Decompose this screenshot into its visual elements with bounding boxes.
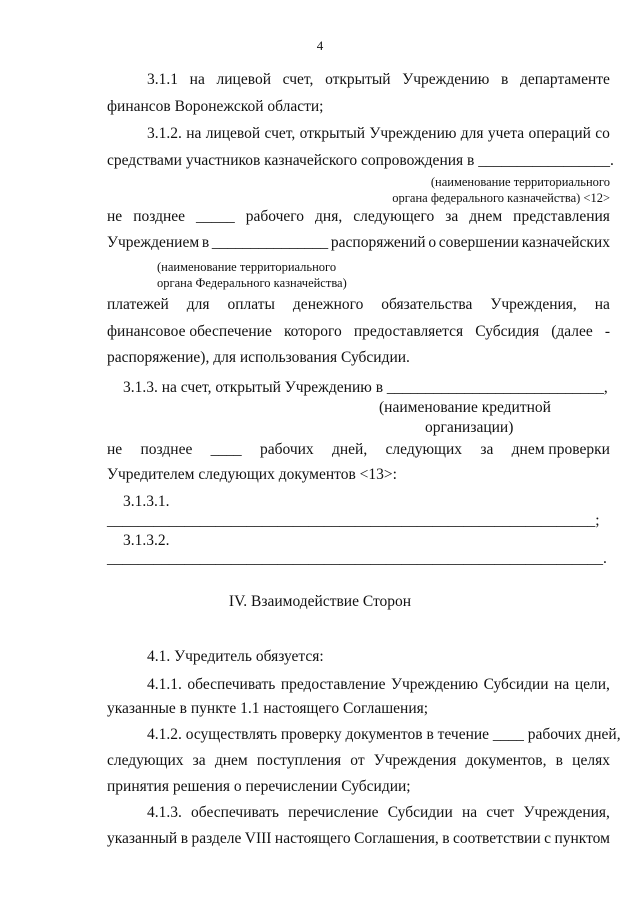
word: днем проверки <box>511 441 610 458</box>
clause-3-1-2-line-2: средствами участников казначейского сопровождения в _________________. <box>107 152 614 169</box>
word: финансовое обеспечение <box>107 323 272 340</box>
word: обеспечивать <box>187 676 276 693</box>
word: оплаты <box>227 296 275 313</box>
word: в <box>500 71 509 88</box>
word: 4.1.1. <box>147 676 182 693</box>
word: в <box>201 234 210 251</box>
clause-3-1-2-line-1 <box>147 124 610 144</box>
word: открытый <box>299 125 366 142</box>
word: на <box>186 125 202 142</box>
word: за <box>480 441 494 458</box>
word: счет, <box>264 125 296 142</box>
word: на <box>189 71 205 88</box>
word: предоставление <box>280 676 386 693</box>
clause-3-1-1-line-2: финансов Воронежской области; <box>107 98 324 115</box>
clause-3-1-2-line-6 <box>107 322 610 342</box>
subclause-3-1-3-1: 3.1.3.1. <box>123 493 170 510</box>
word: лицевой <box>216 71 271 88</box>
word: днем <box>469 208 503 225</box>
clause-3-1-3-line-3: Учредителем следующих документов <13>: <box>107 466 397 483</box>
clause-4-1-2-line-2 <box>107 751 610 771</box>
word: платежей <box>107 296 169 313</box>
word: целях <box>572 752 610 769</box>
word: счет, <box>282 71 314 88</box>
clause-3-1-1-line-1 <box>147 70 610 90</box>
word: 3.1.1 <box>147 71 178 88</box>
clause-3-1-2-line-3 <box>107 207 610 227</box>
subclause-3-1-3-1-blank: _______________________________________________________________; <box>107 512 600 529</box>
word: _______________ <box>211 234 329 251</box>
clause-4-1-1-line-1 <box>147 675 610 695</box>
word: разделе <box>191 830 242 847</box>
word: на <box>461 804 478 821</box>
word: совершении <box>438 234 519 251</box>
clause-3-1-2-line-4 <box>107 233 610 253</box>
word: лицевой <box>205 125 261 142</box>
word: представления <box>513 208 610 225</box>
clause-3-1-2-line-5 <box>107 295 610 315</box>
clause-3-1-2-line-7: распоряжение), для использования Субсидии. <box>107 349 410 366</box>
clause-4-1-2-line-1: 4.1.2. осуществлять проверку документов в течение ____ рабочих дней, <box>147 726 621 743</box>
treasury-note-line-1: (наименование территориального <box>430 175 610 189</box>
word: за <box>445 208 459 225</box>
word: _____ <box>196 208 235 225</box>
clause-3-1-3-line-1: 3.1.3. на счет, открытый Учреждению в ____________________________, <box>123 379 608 396</box>
word: Учреждению <box>402 71 490 88</box>
word: дня, <box>315 208 343 225</box>
word: VIII <box>244 830 272 847</box>
word: Учреждению <box>391 676 479 693</box>
word: Субсидии <box>387 804 453 821</box>
word: счет <box>486 804 515 821</box>
word: днем <box>214 752 248 769</box>
treasury-note-line-2: органа федерального казначейства) <12> <box>392 191 610 205</box>
word: предоставляется <box>353 323 464 340</box>
word: следующих <box>385 441 463 458</box>
word: не <box>107 441 123 458</box>
word: обеспечивать <box>191 804 279 821</box>
word: открытый <box>325 71 391 88</box>
word: с <box>544 830 551 847</box>
treasury-note-line-4: органа Федерального казначейства) <box>157 276 347 290</box>
word: Учреждения, <box>523 804 610 821</box>
bank-note-line-2: организации) <box>425 419 514 436</box>
word: перечисление <box>288 804 379 821</box>
word: настоящего <box>274 830 351 847</box>
word: 3.1.2. <box>147 125 182 142</box>
word: (далее <box>551 323 593 340</box>
word: о <box>428 234 437 251</box>
word: денежного <box>292 296 364 313</box>
treasury-note-line-3: (наименование территориального <box>157 260 337 274</box>
word: для <box>186 296 210 313</box>
subclause-3-1-3-2: 3.1.3.2. <box>123 532 170 549</box>
word: Учреждения, <box>490 296 577 313</box>
word: за <box>192 752 206 769</box>
word: которого <box>283 323 342 340</box>
word: распоряжений <box>330 234 426 251</box>
clause-3-1-3-line-2 <box>107 440 610 460</box>
word: Соглашения, <box>354 830 439 847</box>
word: позднее <box>133 208 186 225</box>
clause-4-1-2-line-3: принятия решения о перечислении Субсидии; <box>107 778 411 795</box>
word: на <box>554 676 570 693</box>
page-number: 4 <box>316 38 324 53</box>
word: Учреждения <box>373 752 457 769</box>
word: поступления <box>256 752 342 769</box>
word: в <box>180 830 189 847</box>
word: документов, <box>465 752 547 769</box>
word: в <box>555 752 563 769</box>
word: следующего <box>353 208 435 225</box>
word: операций <box>528 125 591 142</box>
word: Субсидия <box>475 323 540 340</box>
word: позднее <box>140 441 193 458</box>
bank-note-line-1: (наименование кредитной <box>379 399 551 416</box>
clause-4-1-title: 4.1. Учредитель обязуется: <box>147 648 324 665</box>
word: указанный <box>107 830 178 847</box>
word: 4.1.3. <box>147 804 182 821</box>
word: Учреждением <box>107 234 200 251</box>
clause-4-1-3-line-2 <box>107 829 610 849</box>
section-heading: IV. Взаимодействие Сторон <box>228 593 412 610</box>
word: в <box>442 830 450 847</box>
clause-4-1-1-line-2: указанные в пункте 1.1 настоящего Соглашения; <box>107 700 429 717</box>
word: пунктом <box>554 830 610 847</box>
subclause-3-1-3-2-blank: ________________________________________________________________. <box>107 550 607 567</box>
word: учета <box>487 125 525 142</box>
word: - <box>604 323 610 340</box>
word: ____ <box>210 441 242 458</box>
clause-4-1-3-line-1 <box>147 803 610 823</box>
word: от <box>350 752 365 769</box>
word: департаменте <box>519 71 610 88</box>
word: Учреждению <box>369 125 457 142</box>
word: рабочих <box>259 441 314 458</box>
word: обязательства <box>381 296 473 313</box>
word: со <box>595 125 610 142</box>
word: казначейских <box>521 234 610 251</box>
word: соответствии <box>453 830 541 847</box>
word: рабочего <box>245 208 305 225</box>
word: дней, <box>331 441 368 458</box>
word: Субсидии <box>483 676 549 693</box>
word: цели, <box>574 676 610 693</box>
word: не <box>107 208 123 225</box>
word: на <box>594 296 610 313</box>
word: для <box>460 125 484 142</box>
word: следующих <box>107 752 184 769</box>
